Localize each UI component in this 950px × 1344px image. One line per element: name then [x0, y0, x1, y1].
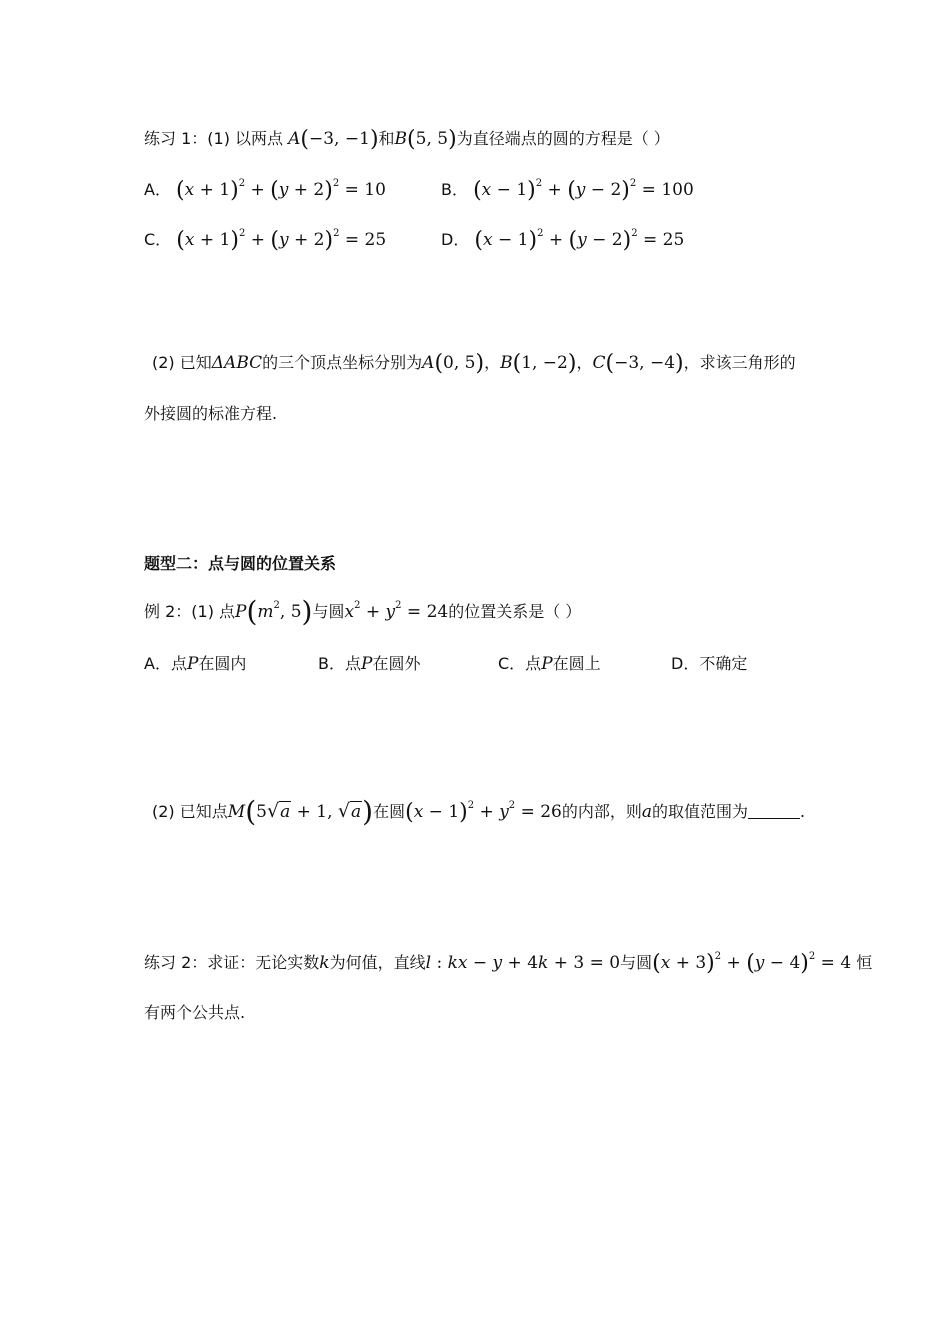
ex1-q1-option-d[interactable]: D． $(x - 1)^2 + (y - 2)^2 = 25$ — [441, 228, 685, 253]
vertex-a-coords: 0, 5 — [443, 353, 476, 373]
triangle-label: ΔABC — [211, 353, 263, 373]
answer-blank[interactable] — [748, 804, 800, 819]
ex2-q2-stem: (2) 已知点M(5√a + 1, √a)在圆$(x - 1)^2 + y^2 = 26$的内部，则a的取值范围为 . — [152, 795, 806, 828]
ex1-q1-mid: 和 — [378, 129, 395, 148]
ex2-practice-line2: 有两个公共点. — [144, 1003, 246, 1022]
ex1-q1-option-a[interactable]: A． $(x + 1)^2 + (y + 2)^2 = 10$ — [144, 178, 386, 203]
vertex-b-coords: 1, −2 — [521, 353, 568, 373]
ex2-q1-stem: 例 2：(1) 点$P(m^2$, 5)与圆$x^2 + y^2 = 24$的位置关系是（ ） — [144, 595, 582, 628]
vertex-c-coords: −3, −4 — [614, 353, 676, 373]
ex2-q1-option-a[interactable]: A．点P在圆内 — [144, 654, 247, 674]
point-a-coords: −3, −1 — [309, 129, 370, 149]
ex2-q1-option-b[interactable]: B．点P在圆外 — [318, 654, 421, 674]
point-b-coords: 5, 5 — [415, 129, 449, 149]
ex1-q1-stem: 练习 1：(1) 以两点 A(−3, −1)和B(5, 5)为直径端点的圆的方程是（ ） — [144, 127, 670, 152]
ex2-q1-option-d[interactable]: D．不确定 — [671, 654, 748, 673]
ex1-q1-lead: 练习 1：(1) 以两点 — [144, 129, 284, 148]
ex2-practice-stem: 练习 2：求证：无论实数k为何值，直线l : kx − y + 4k + 3 = 0与圆$(x + 3)^2 + (y - 4)^2 = 4$ 恒 — [144, 951, 873, 976]
section-title: 题型二：点与圆的位置关系 — [144, 554, 337, 573]
ex1-q1-tail: 为直径端点的圆的方程是（ ） — [456, 129, 670, 148]
ex1-q1-option-c[interactable]: C． $(x + 1)^2 + (y + 2)^2 = 25$ — [144, 228, 387, 253]
ex1-q1-option-b[interactable]: B． $(x - 1)^2 + (y - 2)^2 = 100$ — [441, 178, 694, 203]
ex1-q2-line2: 外接圆的标准方程. — [144, 404, 278, 423]
point-a-label: A — [288, 129, 301, 149]
point-b-label: B — [394, 129, 408, 149]
ex1-q2-stem: (2) 已知ΔABC的三个顶点坐标分别为A(0, 5)，B(1, −2)，C(−3, −4)，求该三角形的 — [152, 351, 796, 376]
ex2-q1-option-c[interactable]: C．点P在圆上 — [498, 654, 601, 674]
